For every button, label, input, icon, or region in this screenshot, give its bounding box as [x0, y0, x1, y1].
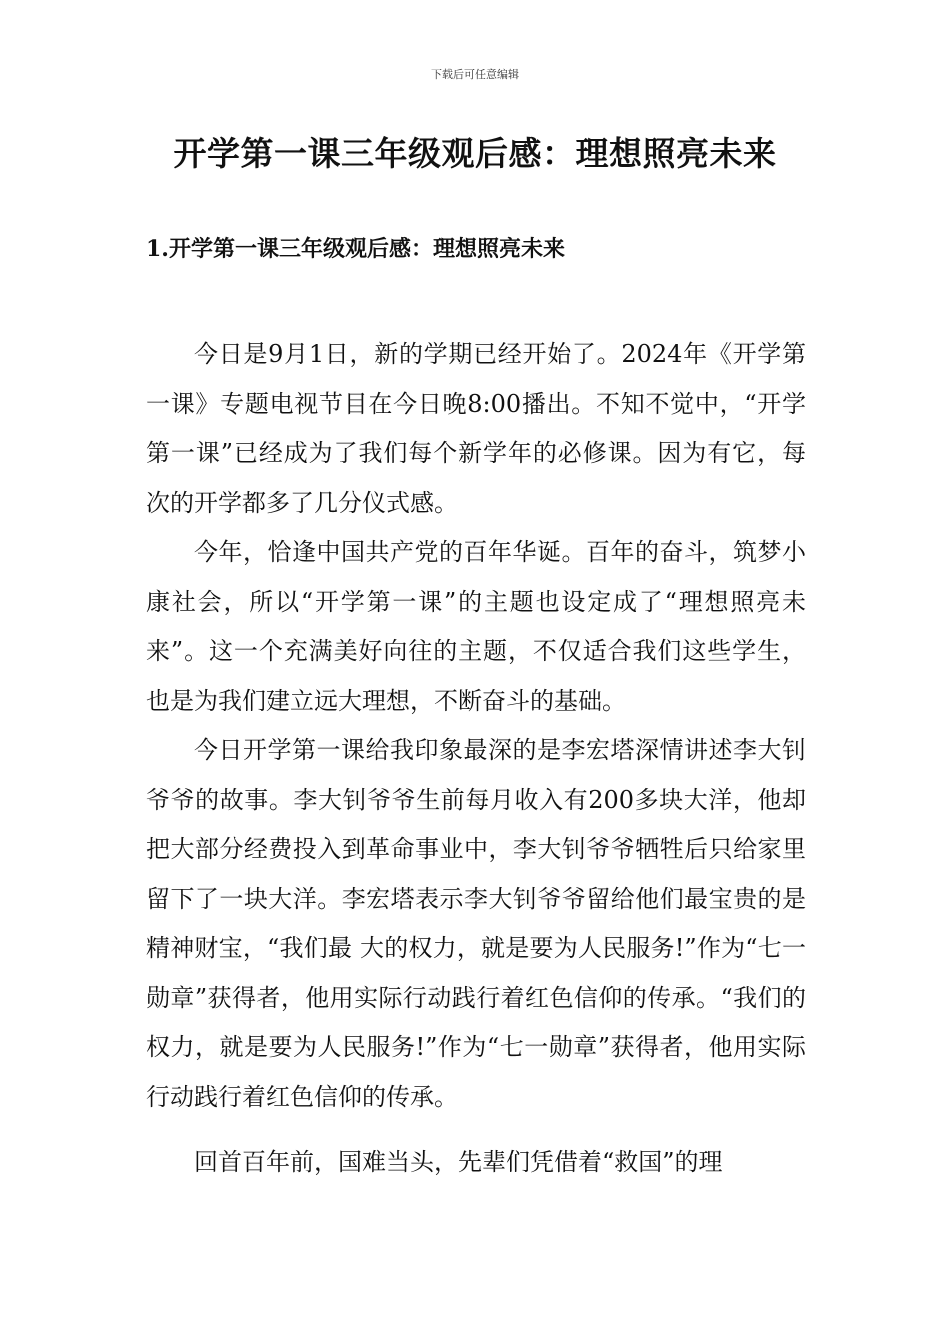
paragraph: 回首百年前，国难当头，先辈们凭借着“救国”的理	[194, 1148, 723, 1176]
paragraph: 今年，恰逢中国共产党的百年华诞。百年的奋斗，筑梦小康社会，所以“开学第一课”的主题也设定成了“理想照亮未来”。这一个充满美好向往的主题，不仅适合我们这些学生，也是为我们建立远大理想，不断奋斗的基础。	[146, 538, 806, 715]
header-note: 下载后可任意编辑	[431, 68, 519, 81]
paragraph: 今日是9月1日，新的学期已经开始了。2024年《开学第一课》专题电视节目在今日晚8:00播出。不知不觉中，“开学第一课”已经成为了我们每个新学年的必修课。因为有它，每次的开学都多了几分仪式感。	[146, 340, 806, 517]
document-body	[146, 330, 806, 1188]
paragraph: 今日开学第一课给我印象最深的是李宏塔深情讲述李大钊爷爷的故事。李大钊爷爷生前每月收入有200多块大洋，他却把大部分经费投入到革命事业中，李大钊爷爷牺牲后只给家里留下了一块大洋。李宏塔表示李大钊爷爷留给他们最宝贵的是精神财宝，“我们最 大的权力，就是要为人民服务!”作为“七一勋章”获得者，他用实际行动践行着红色信仰的传承。“我们的权力，就是要为人民服务!”作为“七一勋章”获得者，他用实际行动践行着红色信仰的传承。	[146, 736, 806, 1111]
section-heading: 1.开学第一课三年级观后感：理想照亮未来	[146, 236, 565, 262]
document-title: 开学第一课三年级观后感：理想照亮未来	[173, 134, 777, 173]
